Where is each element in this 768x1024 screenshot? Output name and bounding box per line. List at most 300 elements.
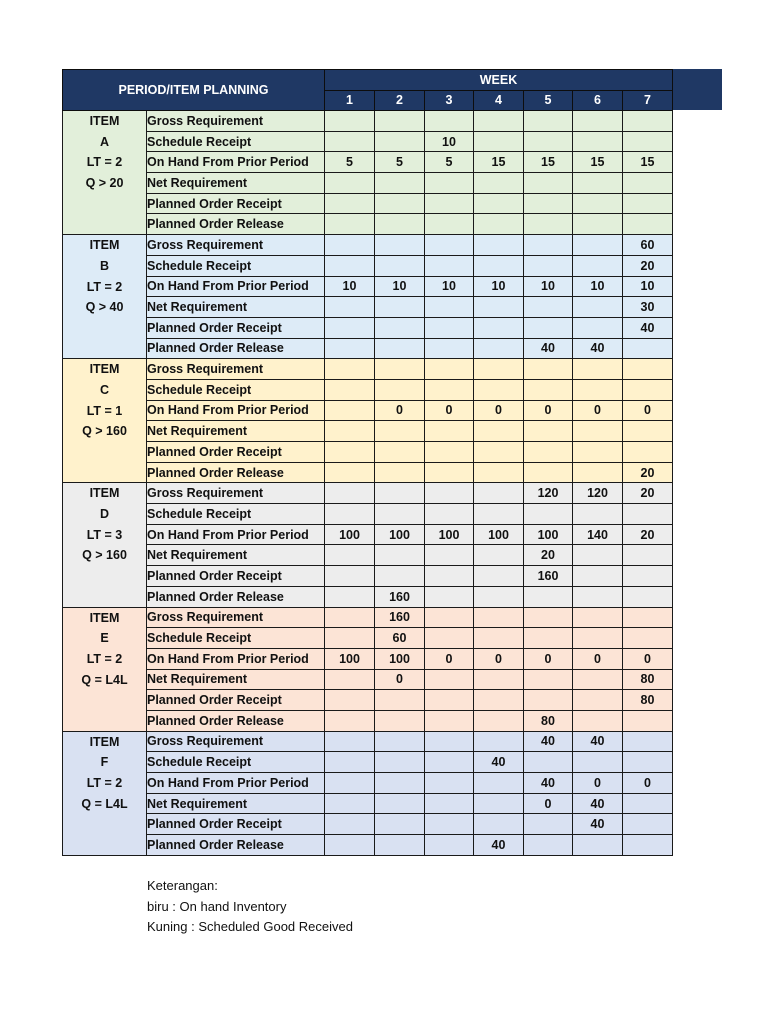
week-1-cell: [325, 773, 375, 794]
week-3-cell: 0: [425, 648, 474, 669]
row-label: Planned Order Receipt: [147, 193, 325, 214]
week-7-cell: [623, 442, 673, 463]
week-7-cell: [623, 731, 673, 752]
item-code: E: [100, 631, 109, 646]
week-1-cell: [325, 214, 375, 235]
week-1-cell: [325, 359, 375, 380]
week-1-cell: [325, 814, 375, 835]
week-6-cell: [573, 607, 623, 628]
week-4-cell: [474, 545, 524, 566]
item-lead-time: LT = 3: [86, 527, 123, 542]
week-5-cell: 40: [524, 338, 573, 359]
item-e-row: [63, 710, 673, 731]
week-5-cell: [524, 835, 573, 856]
week-1-cell: [325, 835, 375, 856]
week-5-cell: [524, 173, 573, 194]
row-label: Planned Order Receipt: [147, 317, 325, 338]
week-7-cell: [623, 793, 673, 814]
week-5-cell: [524, 111, 573, 132]
week-5-cell: [524, 462, 573, 483]
week-6-cell: [573, 442, 623, 463]
week-1-cell: 10: [325, 276, 375, 297]
week-1-cell: [325, 379, 375, 400]
item-lead-time: LT = 2: [86, 776, 123, 790]
week-6-cell: [573, 214, 623, 235]
week-1-cell: [325, 131, 375, 152]
week-6-cell: 40: [573, 793, 623, 814]
week-7-cell: [623, 752, 673, 773]
week-2-cell: [375, 193, 425, 214]
week-5-cell: [524, 214, 573, 235]
week-7-cell: 0: [623, 773, 673, 794]
item-a-row: [63, 111, 673, 132]
row-label: On Hand From Prior Period: [147, 400, 325, 421]
row-label: Gross Requirement: [147, 111, 325, 132]
week-3-cell: [425, 317, 474, 338]
week-7-cell: [623, 607, 673, 628]
week-3-cell: 100: [425, 524, 474, 545]
week-4-cell: [474, 690, 524, 711]
week-1-cell: [325, 255, 375, 276]
item-label: ITEM: [89, 486, 120, 501]
week-3-cell: [425, 773, 474, 794]
week-3-cell: [425, 669, 474, 690]
item-lead-time: LT = 2: [86, 651, 123, 666]
week-6-cell: [573, 359, 623, 380]
item-a-row: [63, 131, 673, 152]
week-4-cell: [474, 317, 524, 338]
week-5-cell: 40: [524, 731, 573, 752]
week-1-cell: [325, 173, 375, 194]
item-a-row: [63, 173, 673, 194]
week-5-cell: [524, 752, 573, 773]
week-3-cell: [425, 586, 474, 607]
item-e-row: [63, 628, 673, 649]
item-d-row: [63, 524, 673, 545]
week-5-cell: [524, 628, 573, 649]
week-4-cell: [474, 628, 524, 649]
week-6-cell: [573, 173, 623, 194]
week-6-cell: [573, 317, 623, 338]
week-6-cell: [573, 379, 623, 400]
week-6-header: 6: [573, 90, 623, 111]
week-4-cell: [474, 379, 524, 400]
week-1-cell: [325, 235, 375, 256]
week-6-cell: 0: [573, 648, 623, 669]
week-1-cell: [325, 317, 375, 338]
week-3-cell: [425, 421, 474, 442]
week-7-cell: [623, 214, 673, 235]
week-header: WEEK: [325, 70, 673, 91]
row-label: Schedule Receipt: [147, 628, 325, 649]
week-1-cell: [325, 504, 375, 525]
week-4-cell: [474, 255, 524, 276]
week-7-cell: [623, 111, 673, 132]
week-7-cell: [623, 566, 673, 587]
week-7-cell: 0: [623, 648, 673, 669]
item-b-row: [63, 317, 673, 338]
week-6-cell: [573, 297, 623, 318]
week-2-cell: [375, 214, 425, 235]
week-7-cell: 80: [623, 669, 673, 690]
week-6-cell: 40: [573, 731, 623, 752]
item-f-row: [63, 814, 673, 835]
week-4-header: 4: [474, 90, 524, 111]
week-2-header: 2: [375, 90, 425, 111]
week-5-header: 5: [524, 90, 573, 111]
week-3-cell: [425, 793, 474, 814]
item-code: C: [99, 382, 110, 397]
item-b-row: [63, 338, 673, 359]
item-f-row: [63, 773, 673, 794]
week-6-cell: [573, 835, 623, 856]
week-1-cell: [325, 111, 375, 132]
week-2-cell: [375, 462, 425, 483]
week-4-cell: [474, 297, 524, 318]
week-6-cell: [573, 111, 623, 132]
week-5-cell: [524, 359, 573, 380]
week-5-cell: 0: [524, 400, 573, 421]
item-code: A: [99, 134, 110, 149]
row-label: Net Requirement: [147, 173, 325, 194]
week-2-cell: [375, 338, 425, 359]
row-label: Schedule Receipt: [147, 504, 325, 525]
item-d-row: [63, 483, 673, 504]
item-quantity-rule: Q > 160: [82, 424, 127, 439]
item-d-row: [63, 586, 673, 607]
week-6-cell: [573, 255, 623, 276]
week-3-cell: [425, 359, 474, 380]
week-6-cell: [573, 752, 623, 773]
period-item-planning-header: PERIOD/ITEM PLANNING: [63, 70, 325, 111]
week-7-cell: 20: [623, 524, 673, 545]
row-label: Schedule Receipt: [147, 752, 325, 773]
week-3-cell: [425, 297, 474, 318]
notes: [147, 876, 353, 938]
week-3-cell: [425, 214, 474, 235]
item-f-row: [63, 752, 673, 773]
week-5-cell: [524, 255, 573, 276]
week-7-cell: [623, 814, 673, 835]
row-label: Gross Requirement: [147, 235, 325, 256]
week-4-cell: [474, 214, 524, 235]
item-b-row: [63, 276, 673, 297]
week-6-cell: [573, 710, 623, 731]
week-2-cell: [375, 504, 425, 525]
item-a-row: [63, 214, 673, 235]
week-4-cell: 0: [474, 400, 524, 421]
week-4-cell: 40: [474, 835, 524, 856]
week-2-cell: [375, 359, 425, 380]
item-d-row: [63, 545, 673, 566]
week-2-cell: [375, 483, 425, 504]
item-f-row: [63, 731, 673, 752]
row-label: On Hand From Prior Period: [147, 152, 325, 173]
week-3-cell: [425, 628, 474, 649]
item-c-row: [63, 442, 673, 463]
row-label: Planned Order Receipt: [147, 690, 325, 711]
week-2-cell: [375, 173, 425, 194]
week-1-cell: [325, 545, 375, 566]
week-4-cell: [474, 338, 524, 359]
week-5-cell: [524, 235, 573, 256]
week-3-cell: 0: [425, 400, 474, 421]
item-c-row: [63, 421, 673, 442]
item-f-info: [63, 731, 147, 855]
week-1-cell: [325, 793, 375, 814]
row-label: Net Requirement: [147, 793, 325, 814]
item-label: ITEM: [89, 734, 120, 749]
week-4-cell: 100: [474, 524, 524, 545]
item-e-row: [63, 669, 673, 690]
week-2-cell: [375, 710, 425, 731]
week-5-cell: 10: [524, 276, 573, 297]
item-b-row: [63, 297, 673, 318]
week-6-cell: [573, 235, 623, 256]
week-6-cell: 0: [573, 400, 623, 421]
week-5-cell: [524, 193, 573, 214]
item-a-row: [63, 152, 673, 173]
week-7-cell: 20: [623, 255, 673, 276]
week-6-cell: [573, 545, 623, 566]
week-1-cell: [325, 193, 375, 214]
week-2-cell: [375, 773, 425, 794]
week-2-cell: [375, 690, 425, 711]
week-4-cell: [474, 793, 524, 814]
week-1-cell: [325, 400, 375, 421]
row-label: Schedule Receipt: [147, 379, 325, 400]
row-label: Planned Order Release: [147, 462, 325, 483]
week-7-cell: 20: [623, 462, 673, 483]
row-label: Net Requirement: [147, 669, 325, 690]
row-label: On Hand From Prior Period: [147, 276, 325, 297]
week-4-cell: [474, 131, 524, 152]
week-7-cell: 10: [623, 276, 673, 297]
week-6-cell: [573, 566, 623, 587]
week-2-cell: 0: [375, 669, 425, 690]
week-1-cell: [325, 690, 375, 711]
week-1-cell: 5: [325, 152, 375, 173]
week-2-cell: [375, 255, 425, 276]
week-1-cell: [325, 442, 375, 463]
row-label: Planned Order Release: [147, 338, 325, 359]
item-a-row: [63, 193, 673, 214]
week-7-cell: [623, 193, 673, 214]
week-7-cell: [623, 421, 673, 442]
week-3-cell: [425, 483, 474, 504]
week-3-cell: 10: [425, 276, 474, 297]
week-1-cell: [325, 731, 375, 752]
item-c-row: [63, 379, 673, 400]
week-2-cell: [375, 731, 425, 752]
week-7-cell: 20: [623, 483, 673, 504]
week-5-cell: 80: [524, 710, 573, 731]
week-3-cell: [425, 235, 474, 256]
week-2-cell: 60: [375, 628, 425, 649]
week-3-cell: [425, 814, 474, 835]
week-7-cell: 60: [623, 235, 673, 256]
week-3-cell: [425, 710, 474, 731]
week-4-cell: [474, 462, 524, 483]
item-code: F: [100, 755, 109, 770]
item-lead-time: LT = 2: [86, 155, 123, 170]
row-label: Gross Requirement: [147, 607, 325, 628]
week-1-cell: [325, 607, 375, 628]
week-4-cell: 10: [474, 276, 524, 297]
item-label: ITEM: [89, 362, 120, 377]
week-6-cell: [573, 586, 623, 607]
week-6-cell: 40: [573, 814, 623, 835]
week-2-cell: 0: [375, 400, 425, 421]
week-1-cell: [325, 566, 375, 587]
week-5-cell: [524, 669, 573, 690]
item-b-info: [63, 235, 147, 359]
item-e-row: [63, 607, 673, 628]
week-6-cell: 15: [573, 152, 623, 173]
week-1-cell: 100: [325, 524, 375, 545]
week-7-cell: [623, 545, 673, 566]
week-2-cell: [375, 752, 425, 773]
week-1-cell: [325, 752, 375, 773]
week-6-cell: [573, 131, 623, 152]
week-5-cell: [524, 131, 573, 152]
week-4-cell: [474, 566, 524, 587]
week-5-cell: [524, 586, 573, 607]
item-c-info: [63, 359, 147, 483]
week-5-cell: 0: [524, 648, 573, 669]
week-3-cell: [425, 111, 474, 132]
row-label: Net Requirement: [147, 421, 325, 442]
week-7-cell: [623, 835, 673, 856]
week-2-cell: [375, 317, 425, 338]
week-2-cell: [375, 111, 425, 132]
week-1-cell: [325, 669, 375, 690]
item-e-info: [63, 607, 147, 731]
week-4-cell: [474, 731, 524, 752]
week-4-cell: [474, 607, 524, 628]
week-7-cell: [623, 379, 673, 400]
week-3-cell: [425, 835, 474, 856]
week-7-header: 7: [623, 90, 673, 111]
week-1-header: 1: [325, 90, 375, 111]
week-2-cell: 10: [375, 276, 425, 297]
week-1-cell: [325, 586, 375, 607]
row-label: Planned Order Receipt: [147, 814, 325, 835]
week-4-cell: [474, 421, 524, 442]
week-6-cell: [573, 669, 623, 690]
week-5-cell: [524, 607, 573, 628]
week-3-cell: [425, 545, 474, 566]
week-1-cell: [325, 297, 375, 318]
row-label: Net Requirement: [147, 297, 325, 318]
item-quantity-rule: Q > 160: [82, 548, 127, 563]
week-5-cell: 120: [524, 483, 573, 504]
week-2-cell: 100: [375, 524, 425, 545]
week-6-cell: 40: [573, 338, 623, 359]
week-2-cell: [375, 545, 425, 566]
row-label: Gross Requirement: [147, 359, 325, 380]
week-5-cell: [524, 504, 573, 525]
week-7-cell: 30: [623, 297, 673, 318]
week-5-cell: 100: [524, 524, 573, 545]
week-3-cell: [425, 731, 474, 752]
week-6-cell: 120: [573, 483, 623, 504]
mrp-table: [62, 69, 673, 856]
week-5-cell: [524, 379, 573, 400]
week-5-cell: [524, 297, 573, 318]
week-4-cell: 15: [474, 152, 524, 173]
week-3-cell: [425, 442, 474, 463]
item-c-row: [63, 359, 673, 380]
week-5-cell: 40: [524, 773, 573, 794]
item-quantity-rule: Q > 40: [85, 300, 124, 315]
item-f-row: [63, 793, 673, 814]
week-1-cell: [325, 338, 375, 359]
row-label: Gross Requirement: [147, 483, 325, 504]
week-3-cell: 5: [425, 152, 474, 173]
row-label: Planned Order Receipt: [147, 566, 325, 587]
week-2-cell: [375, 566, 425, 587]
row-label: On Hand From Prior Period: [147, 773, 325, 794]
notes-blue-legend: biru : On hand Inventory: [147, 898, 287, 914]
week-7-cell: 15: [623, 152, 673, 173]
week-3-cell: [425, 338, 474, 359]
week-1-cell: [325, 628, 375, 649]
week-6-cell: [573, 504, 623, 525]
row-label: Planned Order Release: [147, 214, 325, 235]
item-quantity-rule: Q > 20: [85, 176, 124, 191]
week-4-cell: [474, 193, 524, 214]
week-2-cell: 100: [375, 648, 425, 669]
week-2-cell: 5: [375, 152, 425, 173]
week-6-cell: [573, 462, 623, 483]
week-4-cell: [474, 504, 524, 525]
week-5-cell: [524, 442, 573, 463]
week-3-cell: [425, 690, 474, 711]
week-4-cell: 0: [474, 648, 524, 669]
week-4-cell: [474, 173, 524, 194]
week-3-cell: [425, 462, 474, 483]
week-3-cell: [425, 566, 474, 587]
week-6-cell: [573, 193, 623, 214]
week-4-cell: [474, 442, 524, 463]
week-7-cell: 40: [623, 317, 673, 338]
week-4-cell: [474, 773, 524, 794]
week-4-cell: 40: [474, 752, 524, 773]
item-d-info: [63, 483, 147, 607]
week-3-cell: [425, 752, 474, 773]
week-6-cell: [573, 690, 623, 711]
item-e-row: [63, 690, 673, 711]
week-4-cell: [474, 814, 524, 835]
item-code: D: [99, 507, 110, 522]
week-1-cell: [325, 710, 375, 731]
item-quantity-rule: Q = L4L: [81, 796, 128, 811]
row-label: Planned Order Receipt: [147, 442, 325, 463]
week-4-cell: [474, 710, 524, 731]
week-5-cell: [524, 317, 573, 338]
item-label: ITEM: [89, 610, 120, 625]
notes-yellow-legend: Kuning : Scheduled Good Received: [147, 919, 353, 935]
item-d-row: [63, 504, 673, 525]
week-7-cell: [623, 338, 673, 359]
week-4-cell: [474, 669, 524, 690]
week-1-cell: [325, 421, 375, 442]
week-5-cell: [524, 421, 573, 442]
week-5-cell: 0: [524, 793, 573, 814]
week-2-cell: 160: [375, 607, 425, 628]
row-label: Schedule Receipt: [147, 131, 325, 152]
